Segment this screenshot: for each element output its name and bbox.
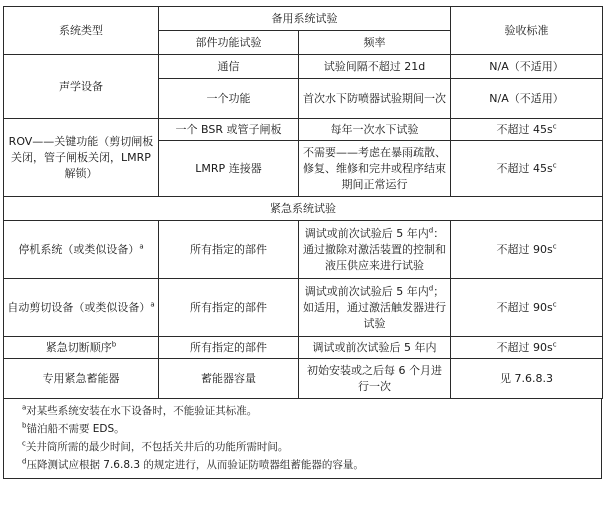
- footnote-mark: b: [22, 421, 27, 430]
- acoustic-component-2: 一个功能: [159, 79, 299, 119]
- acoustic-frequency-1: 试验间隔不超过 21d: [299, 55, 451, 79]
- autoshear-frequency-b: ；如适用，通过激活触发器进行试验: [303, 284, 446, 330]
- autoshear-frequency: [299, 279, 451, 337]
- footnote: [22, 420, 593, 438]
- footnote-mark: a: [139, 241, 144, 250]
- requirements-table: [3, 6, 603, 399]
- rov-frequency-1: 每年一次水下试验: [299, 119, 451, 141]
- eds-system-cell: [4, 337, 159, 359]
- rov-frequency-2: 不需要——考虑在暴雨疏散、修复、维修和完井或程序结束期间正常运行: [299, 141, 451, 197]
- footnote-mark: a: [22, 403, 27, 412]
- deadman-frequency-b: ：通过撤除对激活装置的控制和液压供应来进行试验: [303, 226, 446, 272]
- accumulator-frequency: 初始安装或之后每 6 个月进行一次: [299, 359, 451, 399]
- autoshear-frequency-a: 调试或前次试验后 5 年内: [304, 284, 429, 298]
- rov-acceptance-2-text: 不超过 45s: [496, 161, 553, 175]
- section-row: [4, 197, 603, 221]
- deadman-system-text: 停机系统（或类似设备）: [18, 242, 140, 256]
- footnote-mark: c: [552, 339, 557, 348]
- footnote-mark: c: [552, 121, 557, 130]
- footnote-mark: c: [552, 241, 557, 250]
- footnote-mark: c: [22, 439, 26, 448]
- footnote-text: 锚泊船不需要 EDS。: [26, 423, 125, 435]
- footnote-mark: a: [150, 299, 155, 308]
- footnote: [22, 456, 593, 474]
- table-row: [4, 337, 603, 359]
- rov-acceptance-1-text: 不超过 45s: [496, 122, 553, 136]
- accumulator-system-cell: 专用紧急蓄能器: [4, 359, 159, 399]
- accumulator-component: 蓄能器容量: [159, 359, 299, 399]
- acoustic-acceptance-1: N/A（不适用）: [451, 55, 603, 79]
- deadman-frequency-a: 调试或前次试验后 5 年内: [304, 226, 429, 240]
- deadman-frequency: [299, 221, 451, 279]
- autoshear-acceptance-text: 不超过 90s: [496, 300, 553, 314]
- deadman-component: 所有指定的部件: [159, 221, 299, 279]
- table-row: [4, 221, 603, 279]
- table-footnotes: [3, 399, 602, 479]
- rov-component-2: LMRP 连接器: [159, 141, 299, 197]
- eds-frequency: 调试或前次试验后 5 年内: [299, 337, 451, 359]
- footnote-text: 对某些系统安装在水下设备时，不能验证其标准。: [26, 405, 258, 417]
- acoustic-system-cell: 声学设备: [4, 55, 159, 119]
- header-row: [4, 7, 603, 31]
- table-row: [4, 359, 603, 399]
- accumulator-acceptance: 见 7.6.8.3: [451, 359, 603, 399]
- rov-acceptance-1: [451, 119, 603, 141]
- deadman-acceptance-text: 不超过 90s: [496, 242, 553, 256]
- acoustic-component-1: 通信: [159, 55, 299, 79]
- footnote-mark: b: [111, 339, 117, 348]
- emergency-section-title: 紧急系统试验: [4, 197, 603, 221]
- header-frequency: 频率: [299, 31, 451, 55]
- eds-acceptance: [451, 337, 603, 359]
- header-acceptance: 验收标准: [451, 7, 603, 55]
- rov-system-cell: ROV——关键功能（剪切闸板关闭，管子闸板关闭，LMRP 解锁）: [4, 119, 159, 197]
- eds-component: 所有指定的部件: [159, 337, 299, 359]
- eds-system-text: 紧急切断顺序: [45, 340, 112, 354]
- footnote-mark: c: [552, 299, 557, 308]
- deadman-system-cell: [4, 221, 159, 279]
- deadman-acceptance: [451, 221, 603, 279]
- footnote: [22, 402, 593, 420]
- autoshear-system-text: 自动剪切设备（或类似设备）: [7, 300, 151, 314]
- test-requirements-table: [3, 6, 602, 479]
- header-system-type: 系统类型: [4, 7, 159, 55]
- table-row: [4, 279, 603, 337]
- footnote-mark: d: [22, 457, 27, 466]
- autoshear-component: 所有指定的部件: [159, 279, 299, 337]
- footnote-text: 关井筒所需的最少时间，不包括关井后的功能所需时间。: [25, 441, 289, 453]
- autoshear-system-cell: [4, 279, 159, 337]
- footnote-text: 压降测试应根据 7.6.8.3 的规定进行，从而验证防喷器组蓄能器的容量。: [26, 459, 364, 471]
- header-component-test: 部件功能试验: [159, 31, 299, 55]
- acoustic-acceptance-2: N/A（不适用）: [451, 79, 603, 119]
- footnote-mark: d: [428, 225, 434, 234]
- footnote-mark: d: [428, 283, 434, 292]
- autoshear-acceptance: [451, 279, 603, 337]
- eds-acceptance-text: 不超过 90s: [496, 340, 553, 354]
- table-row: [4, 55, 603, 79]
- footnote: [22, 438, 593, 456]
- table-row: [4, 119, 603, 141]
- footnote-mark: c: [552, 160, 557, 169]
- header-backup-test: 备用系统试验: [159, 7, 451, 31]
- rov-component-1: 一个 BSR 或管子闸板: [159, 119, 299, 141]
- acoustic-frequency-2: 首次水下防喷器试验期间一次: [299, 79, 451, 119]
- rov-acceptance-2: [451, 141, 603, 197]
